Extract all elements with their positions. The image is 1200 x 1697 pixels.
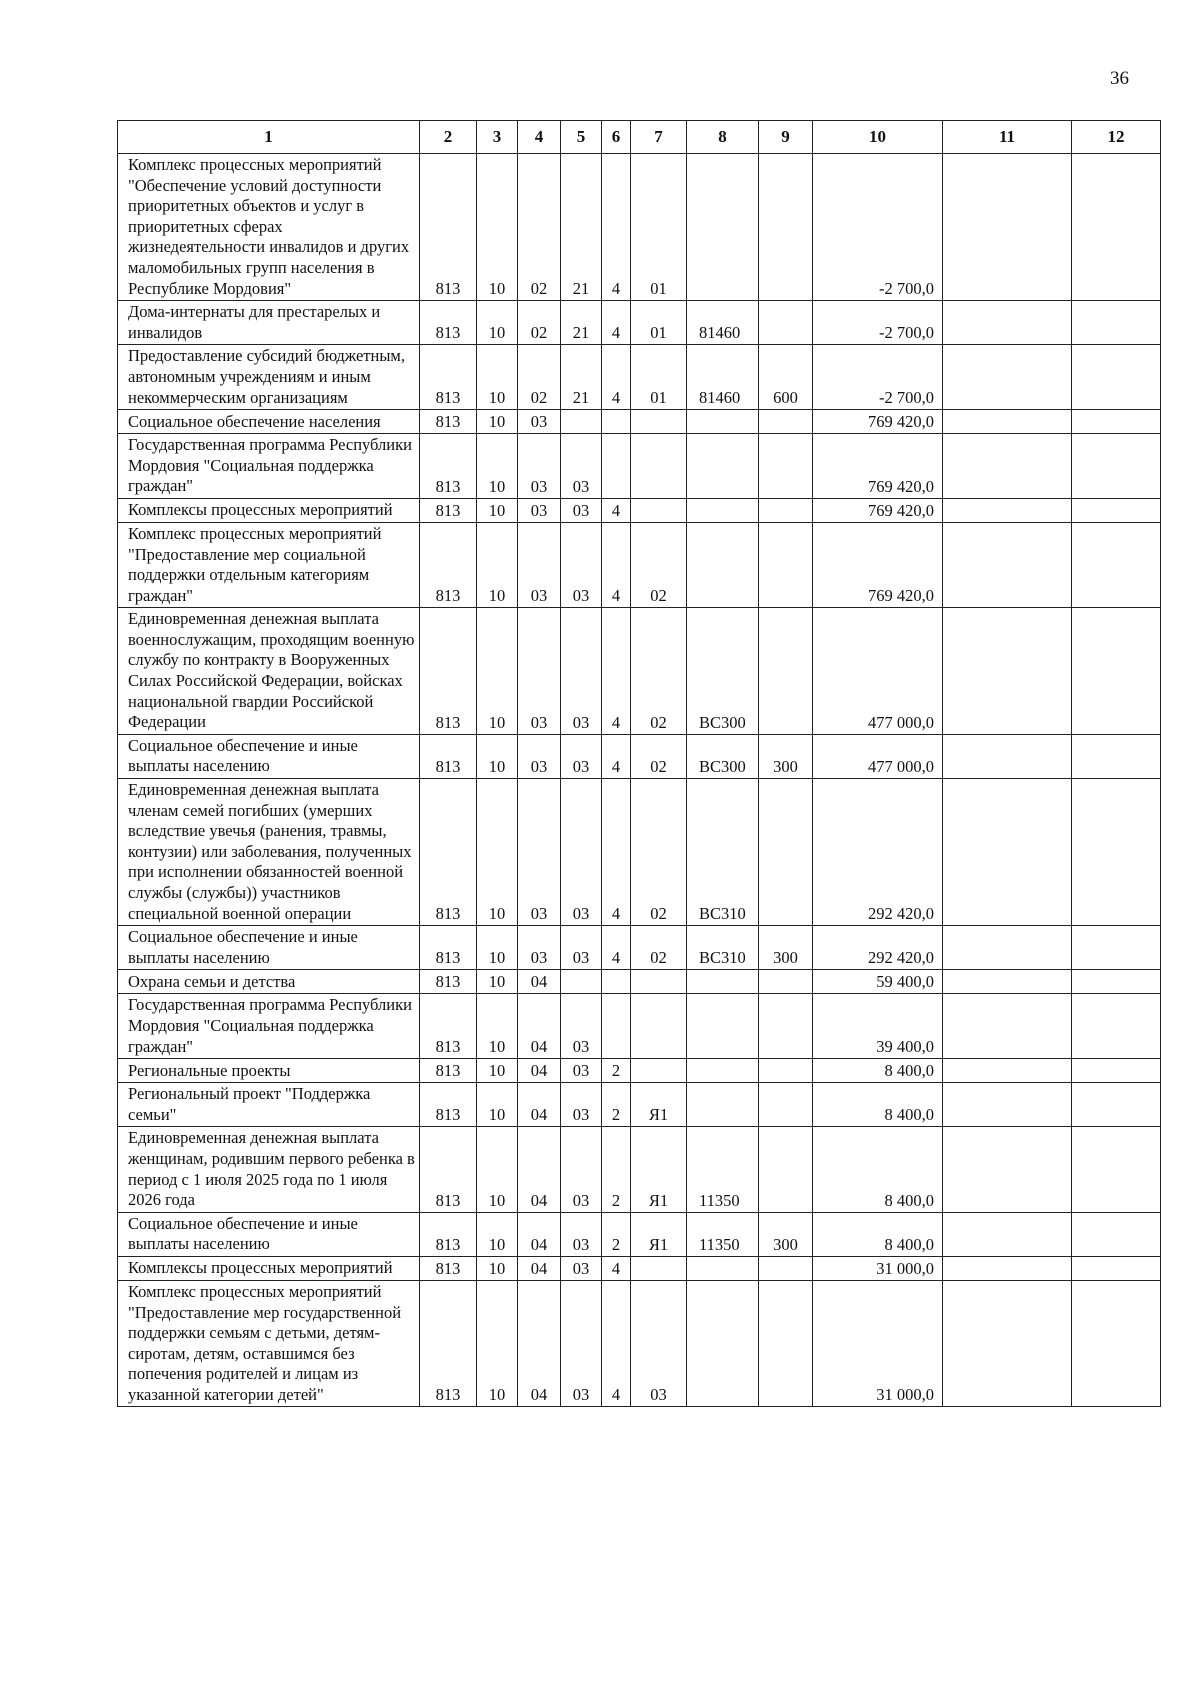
row-name-cell: Социальное обеспечение и иные выплаты населению <box>118 1212 420 1256</box>
amount-cell: -2 700,0 <box>813 301 943 345</box>
col-11-cell <box>943 434 1072 499</box>
page-number: 36 <box>1110 68 1129 89</box>
code-7-cell <box>631 434 687 499</box>
code-6-cell: 4 <box>602 498 631 522</box>
code-4-cell: 04 <box>518 994 561 1059</box>
code-8-cell <box>687 434 759 499</box>
table-row <box>118 970 1161 994</box>
col-12-cell <box>1072 970 1161 994</box>
code-5-cell: 03 <box>561 1127 602 1212</box>
amount-cell: 292 420,0 <box>813 926 943 970</box>
table-row <box>118 779 1161 926</box>
header-cell: 4 <box>518 121 561 154</box>
code-4-cell: 02 <box>518 154 561 301</box>
amount-cell: 8 400,0 <box>813 1127 943 1212</box>
col-12-cell <box>1072 1127 1161 1212</box>
code-2-cell: 813 <box>420 301 477 345</box>
row-name-cell: Социальное обеспечение и иные выплаты населению <box>118 734 420 778</box>
code-5-cell: 03 <box>561 522 602 607</box>
code-9-cell <box>759 410 813 434</box>
table-row <box>118 1256 1161 1280</box>
code-6-cell: 4 <box>602 926 631 970</box>
row-name-cell: Комплекс процессных мероприятий "Предоставление мер государственной поддержки семьям с детьми, детям-сиротам, детям, оставшимся без попечения родителей и лицам из указанной категории детей" <box>118 1280 420 1407</box>
code-6-cell <box>602 434 631 499</box>
code-3-cell: 10 <box>477 1280 518 1407</box>
row-name-cell: Региональный проект "Поддержка семьи" <box>118 1083 420 1127</box>
code-2-cell: 813 <box>420 1280 477 1407</box>
code-6-cell: 4 <box>602 608 631 735</box>
header-cell: 1 <box>118 121 420 154</box>
code-5-cell: 21 <box>561 301 602 345</box>
code-5-cell: 03 <box>561 926 602 970</box>
code-7-cell: 02 <box>631 608 687 735</box>
code-6-cell: 4 <box>602 1280 631 1407</box>
header-cell: 12 <box>1072 121 1161 154</box>
col-11-cell <box>943 926 1072 970</box>
table-row <box>118 345 1161 410</box>
col-12-cell <box>1072 1212 1161 1256</box>
code-2-cell: 813 <box>420 1256 477 1280</box>
header-cell: 11 <box>943 121 1072 154</box>
code-7-cell: 01 <box>631 345 687 410</box>
code-7-cell: 02 <box>631 734 687 778</box>
code-7-cell <box>631 1059 687 1083</box>
code-9-cell <box>759 1059 813 1083</box>
col-11-cell <box>943 779 1072 926</box>
code-9-cell: 300 <box>759 926 813 970</box>
code-8-cell <box>687 410 759 434</box>
code-6-cell: 4 <box>602 1256 631 1280</box>
code-2-cell: 813 <box>420 1059 477 1083</box>
row-name-cell: Комплексы процессных мероприятий <box>118 1256 420 1280</box>
code-2-cell: 813 <box>420 779 477 926</box>
header-row <box>118 121 1161 154</box>
code-7-cell <box>631 410 687 434</box>
code-6-cell: 4 <box>602 301 631 345</box>
code-4-cell: 03 <box>518 734 561 778</box>
col-11-cell <box>943 1127 1072 1212</box>
code-3-cell: 10 <box>477 994 518 1059</box>
row-name-cell: Государственная программа Республики Мордовия "Социальная поддержка граждан" <box>118 994 420 1059</box>
col-12-cell <box>1072 1280 1161 1407</box>
code-6-cell <box>602 970 631 994</box>
header-cell: 8 <box>687 121 759 154</box>
budget-table <box>117 120 1161 1407</box>
col-11-cell <box>943 1212 1072 1256</box>
code-5-cell: 03 <box>561 1280 602 1407</box>
code-8-cell: 11350 <box>687 1127 759 1212</box>
col-11-cell <box>943 994 1072 1059</box>
row-name-cell: Единовременная денежная выплата женщинам, родившим первого ребенка в период с 1 июля 2025 года по 1 июля 2026 года <box>118 1127 420 1212</box>
col-11-cell <box>943 1083 1072 1127</box>
code-6-cell: 4 <box>602 734 631 778</box>
code-9-cell: 600 <box>759 345 813 410</box>
code-2-cell: 813 <box>420 608 477 735</box>
col-12-cell <box>1072 994 1161 1059</box>
code-9-cell <box>759 1127 813 1212</box>
header-cell: 6 <box>602 121 631 154</box>
code-2-cell: 813 <box>420 926 477 970</box>
col-12-cell <box>1072 434 1161 499</box>
table-row <box>118 608 1161 735</box>
code-6-cell <box>602 994 631 1059</box>
code-8-cell <box>687 1059 759 1083</box>
code-5-cell: 03 <box>561 994 602 1059</box>
code-3-cell: 10 <box>477 1083 518 1127</box>
code-9-cell <box>759 1083 813 1127</box>
code-4-cell: 04 <box>518 1212 561 1256</box>
code-3-cell: 10 <box>477 779 518 926</box>
code-8-cell: ВС300 <box>687 734 759 778</box>
code-7-cell: Я1 <box>631 1083 687 1127</box>
code-9-cell <box>759 779 813 926</box>
code-4-cell: 03 <box>518 608 561 735</box>
row-name-cell: Предоставление субсидий бюджетным, автономным учреждениям и иным некоммерческим организациям <box>118 345 420 410</box>
code-4-cell: 04 <box>518 1059 561 1083</box>
code-6-cell: 2 <box>602 1212 631 1256</box>
row-name-cell: Комплексы процессных мероприятий <box>118 498 420 522</box>
table-body <box>118 154 1161 1407</box>
col-11-cell <box>943 608 1072 735</box>
code-7-cell <box>631 970 687 994</box>
col-12-cell <box>1072 498 1161 522</box>
code-4-cell: 03 <box>518 498 561 522</box>
row-name-cell: Комплекс процессных мероприятий "Обеспечение условий доступности приоритетных объектов и услуг в приоритетных сферах жизнедеятельности инвалидов и других маломобильных групп населения в Республике Мордовия" <box>118 154 420 301</box>
row-name-cell: Социальное обеспечение и иные выплаты населению <box>118 926 420 970</box>
code-3-cell: 10 <box>477 734 518 778</box>
code-6-cell: 2 <box>602 1127 631 1212</box>
code-9-cell <box>759 1280 813 1407</box>
code-9-cell <box>759 154 813 301</box>
code-8-cell: ВС300 <box>687 608 759 735</box>
row-name-cell: Региональные проекты <box>118 1059 420 1083</box>
code-6-cell: 2 <box>602 1083 631 1127</box>
code-8-cell: 81460 <box>687 345 759 410</box>
code-9-cell <box>759 970 813 994</box>
table-row <box>118 1083 1161 1127</box>
col-12-cell <box>1072 1083 1161 1127</box>
code-6-cell <box>602 410 631 434</box>
code-8-cell <box>687 1256 759 1280</box>
code-8-cell: ВС310 <box>687 926 759 970</box>
code-4-cell: 02 <box>518 301 561 345</box>
code-5-cell: 03 <box>561 734 602 778</box>
col-11-cell <box>943 345 1072 410</box>
code-7-cell: 02 <box>631 779 687 926</box>
amount-cell: 8 400,0 <box>813 1212 943 1256</box>
header-cell: 9 <box>759 121 813 154</box>
code-4-cell: 04 <box>518 1280 561 1407</box>
code-3-cell: 10 <box>477 345 518 410</box>
code-6-cell: 4 <box>602 779 631 926</box>
col-11-cell <box>943 301 1072 345</box>
col-12-cell <box>1072 301 1161 345</box>
amount-cell: 769 420,0 <box>813 410 943 434</box>
row-name-cell: Государственная программа Республики Мордовия "Социальная поддержка граждан" <box>118 434 420 499</box>
code-8-cell: 81460 <box>687 301 759 345</box>
code-3-cell: 10 <box>477 1212 518 1256</box>
amount-cell: 769 420,0 <box>813 498 943 522</box>
header-cell: 3 <box>477 121 518 154</box>
code-8-cell <box>687 1083 759 1127</box>
code-2-cell: 813 <box>420 1212 477 1256</box>
code-6-cell: 4 <box>602 522 631 607</box>
header-cell: 7 <box>631 121 687 154</box>
code-5-cell: 03 <box>561 1212 602 1256</box>
code-9-cell <box>759 1256 813 1280</box>
col-12-cell <box>1072 1059 1161 1083</box>
code-5-cell: 21 <box>561 345 602 410</box>
col-12-cell <box>1072 522 1161 607</box>
header-cell: 2 <box>420 121 477 154</box>
code-8-cell <box>687 970 759 994</box>
amount-cell: 769 420,0 <box>813 434 943 499</box>
code-7-cell <box>631 994 687 1059</box>
table-row <box>118 1059 1161 1083</box>
col-11-cell <box>943 1280 1072 1407</box>
code-8-cell <box>687 994 759 1059</box>
row-name-cell: Единовременная денежная выплата военнослужащим, проходящим военную службу по контракту в Вооруженных Силах Российской Федерации, войсках национальной гвардии Российской Федерации <box>118 608 420 735</box>
col-12-cell <box>1072 410 1161 434</box>
code-2-cell: 813 <box>420 498 477 522</box>
table-row <box>118 1280 1161 1407</box>
amount-cell: 59 400,0 <box>813 970 943 994</box>
row-name-cell: Дома-интернаты для престарелых и инвалидов <box>118 301 420 345</box>
col-12-cell <box>1072 779 1161 926</box>
code-5-cell <box>561 410 602 434</box>
code-2-cell: 813 <box>420 154 477 301</box>
code-9-cell: 300 <box>759 1212 813 1256</box>
code-3-cell: 10 <box>477 1059 518 1083</box>
code-3-cell: 10 <box>477 301 518 345</box>
code-4-cell: 03 <box>518 779 561 926</box>
code-2-cell: 813 <box>420 1083 477 1127</box>
col-11-cell <box>943 498 1072 522</box>
code-7-cell <box>631 1256 687 1280</box>
code-7-cell: 01 <box>631 301 687 345</box>
col-11-cell <box>943 970 1072 994</box>
code-4-cell: 04 <box>518 970 561 994</box>
col-11-cell <box>943 154 1072 301</box>
col-12-cell <box>1072 345 1161 410</box>
code-9-cell: 300 <box>759 734 813 778</box>
code-2-cell: 813 <box>420 1127 477 1212</box>
code-5-cell: 03 <box>561 498 602 522</box>
code-3-cell: 10 <box>477 926 518 970</box>
code-2-cell: 813 <box>420 345 477 410</box>
amount-cell: -2 700,0 <box>813 345 943 410</box>
table-row <box>118 301 1161 345</box>
code-3-cell: 10 <box>477 1256 518 1280</box>
code-6-cell: 4 <box>602 345 631 410</box>
code-5-cell: 03 <box>561 1059 602 1083</box>
table-row <box>118 926 1161 970</box>
amount-cell: 31 000,0 <box>813 1280 943 1407</box>
amount-cell: 39 400,0 <box>813 994 943 1059</box>
col-11-cell <box>943 1059 1072 1083</box>
code-9-cell <box>759 994 813 1059</box>
amount-cell: 477 000,0 <box>813 608 943 735</box>
code-5-cell: 03 <box>561 1083 602 1127</box>
code-7-cell <box>631 498 687 522</box>
code-5-cell: 03 <box>561 608 602 735</box>
code-7-cell: 02 <box>631 926 687 970</box>
code-4-cell: 04 <box>518 1127 561 1212</box>
amount-cell: 8 400,0 <box>813 1083 943 1127</box>
table-row <box>118 994 1161 1059</box>
table-row <box>118 498 1161 522</box>
code-8-cell: ВС310 <box>687 779 759 926</box>
code-6-cell: 2 <box>602 1059 631 1083</box>
table-row <box>118 410 1161 434</box>
col-11-cell <box>943 1256 1072 1280</box>
code-2-cell: 813 <box>420 734 477 778</box>
code-9-cell <box>759 498 813 522</box>
code-3-cell: 10 <box>477 970 518 994</box>
amount-cell: 477 000,0 <box>813 734 943 778</box>
code-4-cell: 02 <box>518 345 561 410</box>
table-row <box>118 734 1161 778</box>
col-12-cell <box>1072 734 1161 778</box>
code-9-cell <box>759 522 813 607</box>
code-3-cell: 10 <box>477 434 518 499</box>
code-8-cell: 11350 <box>687 1212 759 1256</box>
code-4-cell: 04 <box>518 1083 561 1127</box>
row-name-cell: Социальное обеспечение населения <box>118 410 420 434</box>
code-5-cell: 03 <box>561 1256 602 1280</box>
code-4-cell: 03 <box>518 434 561 499</box>
code-2-cell: 813 <box>420 410 477 434</box>
code-2-cell: 813 <box>420 970 477 994</box>
code-3-cell: 10 <box>477 498 518 522</box>
code-3-cell: 10 <box>477 410 518 434</box>
col-11-cell <box>943 734 1072 778</box>
code-5-cell: 03 <box>561 434 602 499</box>
code-7-cell: Я1 <box>631 1127 687 1212</box>
code-7-cell: 01 <box>631 154 687 301</box>
code-4-cell: 03 <box>518 926 561 970</box>
code-6-cell: 4 <box>602 154 631 301</box>
col-12-cell <box>1072 154 1161 301</box>
row-name-cell: Комплекс процессных мероприятий "Предоставление мер социальной поддержки отдельным категориям граждан" <box>118 522 420 607</box>
code-3-cell: 10 <box>477 608 518 735</box>
code-4-cell: 03 <box>518 522 561 607</box>
code-9-cell <box>759 434 813 499</box>
col-12-cell <box>1072 608 1161 735</box>
code-3-cell: 10 <box>477 154 518 301</box>
code-8-cell <box>687 498 759 522</box>
code-4-cell: 03 <box>518 410 561 434</box>
code-7-cell: 02 <box>631 522 687 607</box>
code-8-cell <box>687 154 759 301</box>
header-cell: 10 <box>813 121 943 154</box>
row-name-cell: Единовременная денежная выплата членам семей погибших (умерших вследствие увечья (ранения, травмы, контузии) или заболевания, полученных при исполнении обязанностей военной службы (службы)) участников специальной военной операции <box>118 779 420 926</box>
amount-cell: 292 420,0 <box>813 779 943 926</box>
code-9-cell <box>759 301 813 345</box>
code-2-cell: 813 <box>420 434 477 499</box>
amount-cell: 769 420,0 <box>813 522 943 607</box>
code-8-cell <box>687 522 759 607</box>
code-8-cell <box>687 1280 759 1407</box>
code-2-cell: 813 <box>420 994 477 1059</box>
col-11-cell <box>943 410 1072 434</box>
table-row <box>118 154 1161 301</box>
amount-cell: 31 000,0 <box>813 1256 943 1280</box>
table-row <box>118 434 1161 499</box>
code-9-cell <box>759 608 813 735</box>
table-row <box>118 1127 1161 1212</box>
code-5-cell <box>561 970 602 994</box>
table-row <box>118 522 1161 607</box>
code-4-cell: 04 <box>518 1256 561 1280</box>
code-5-cell: 03 <box>561 779 602 926</box>
amount-cell: -2 700,0 <box>813 154 943 301</box>
code-5-cell: 21 <box>561 154 602 301</box>
header-cell: 5 <box>561 121 602 154</box>
code-3-cell: 10 <box>477 1127 518 1212</box>
code-2-cell: 813 <box>420 522 477 607</box>
col-12-cell <box>1072 926 1161 970</box>
code-3-cell: 10 <box>477 522 518 607</box>
amount-cell: 8 400,0 <box>813 1059 943 1083</box>
table-row <box>118 1212 1161 1256</box>
col-12-cell <box>1072 1256 1161 1280</box>
col-11-cell <box>943 522 1072 607</box>
code-7-cell: Я1 <box>631 1212 687 1256</box>
row-name-cell: Охрана семьи и детства <box>118 970 420 994</box>
code-7-cell: 03 <box>631 1280 687 1407</box>
